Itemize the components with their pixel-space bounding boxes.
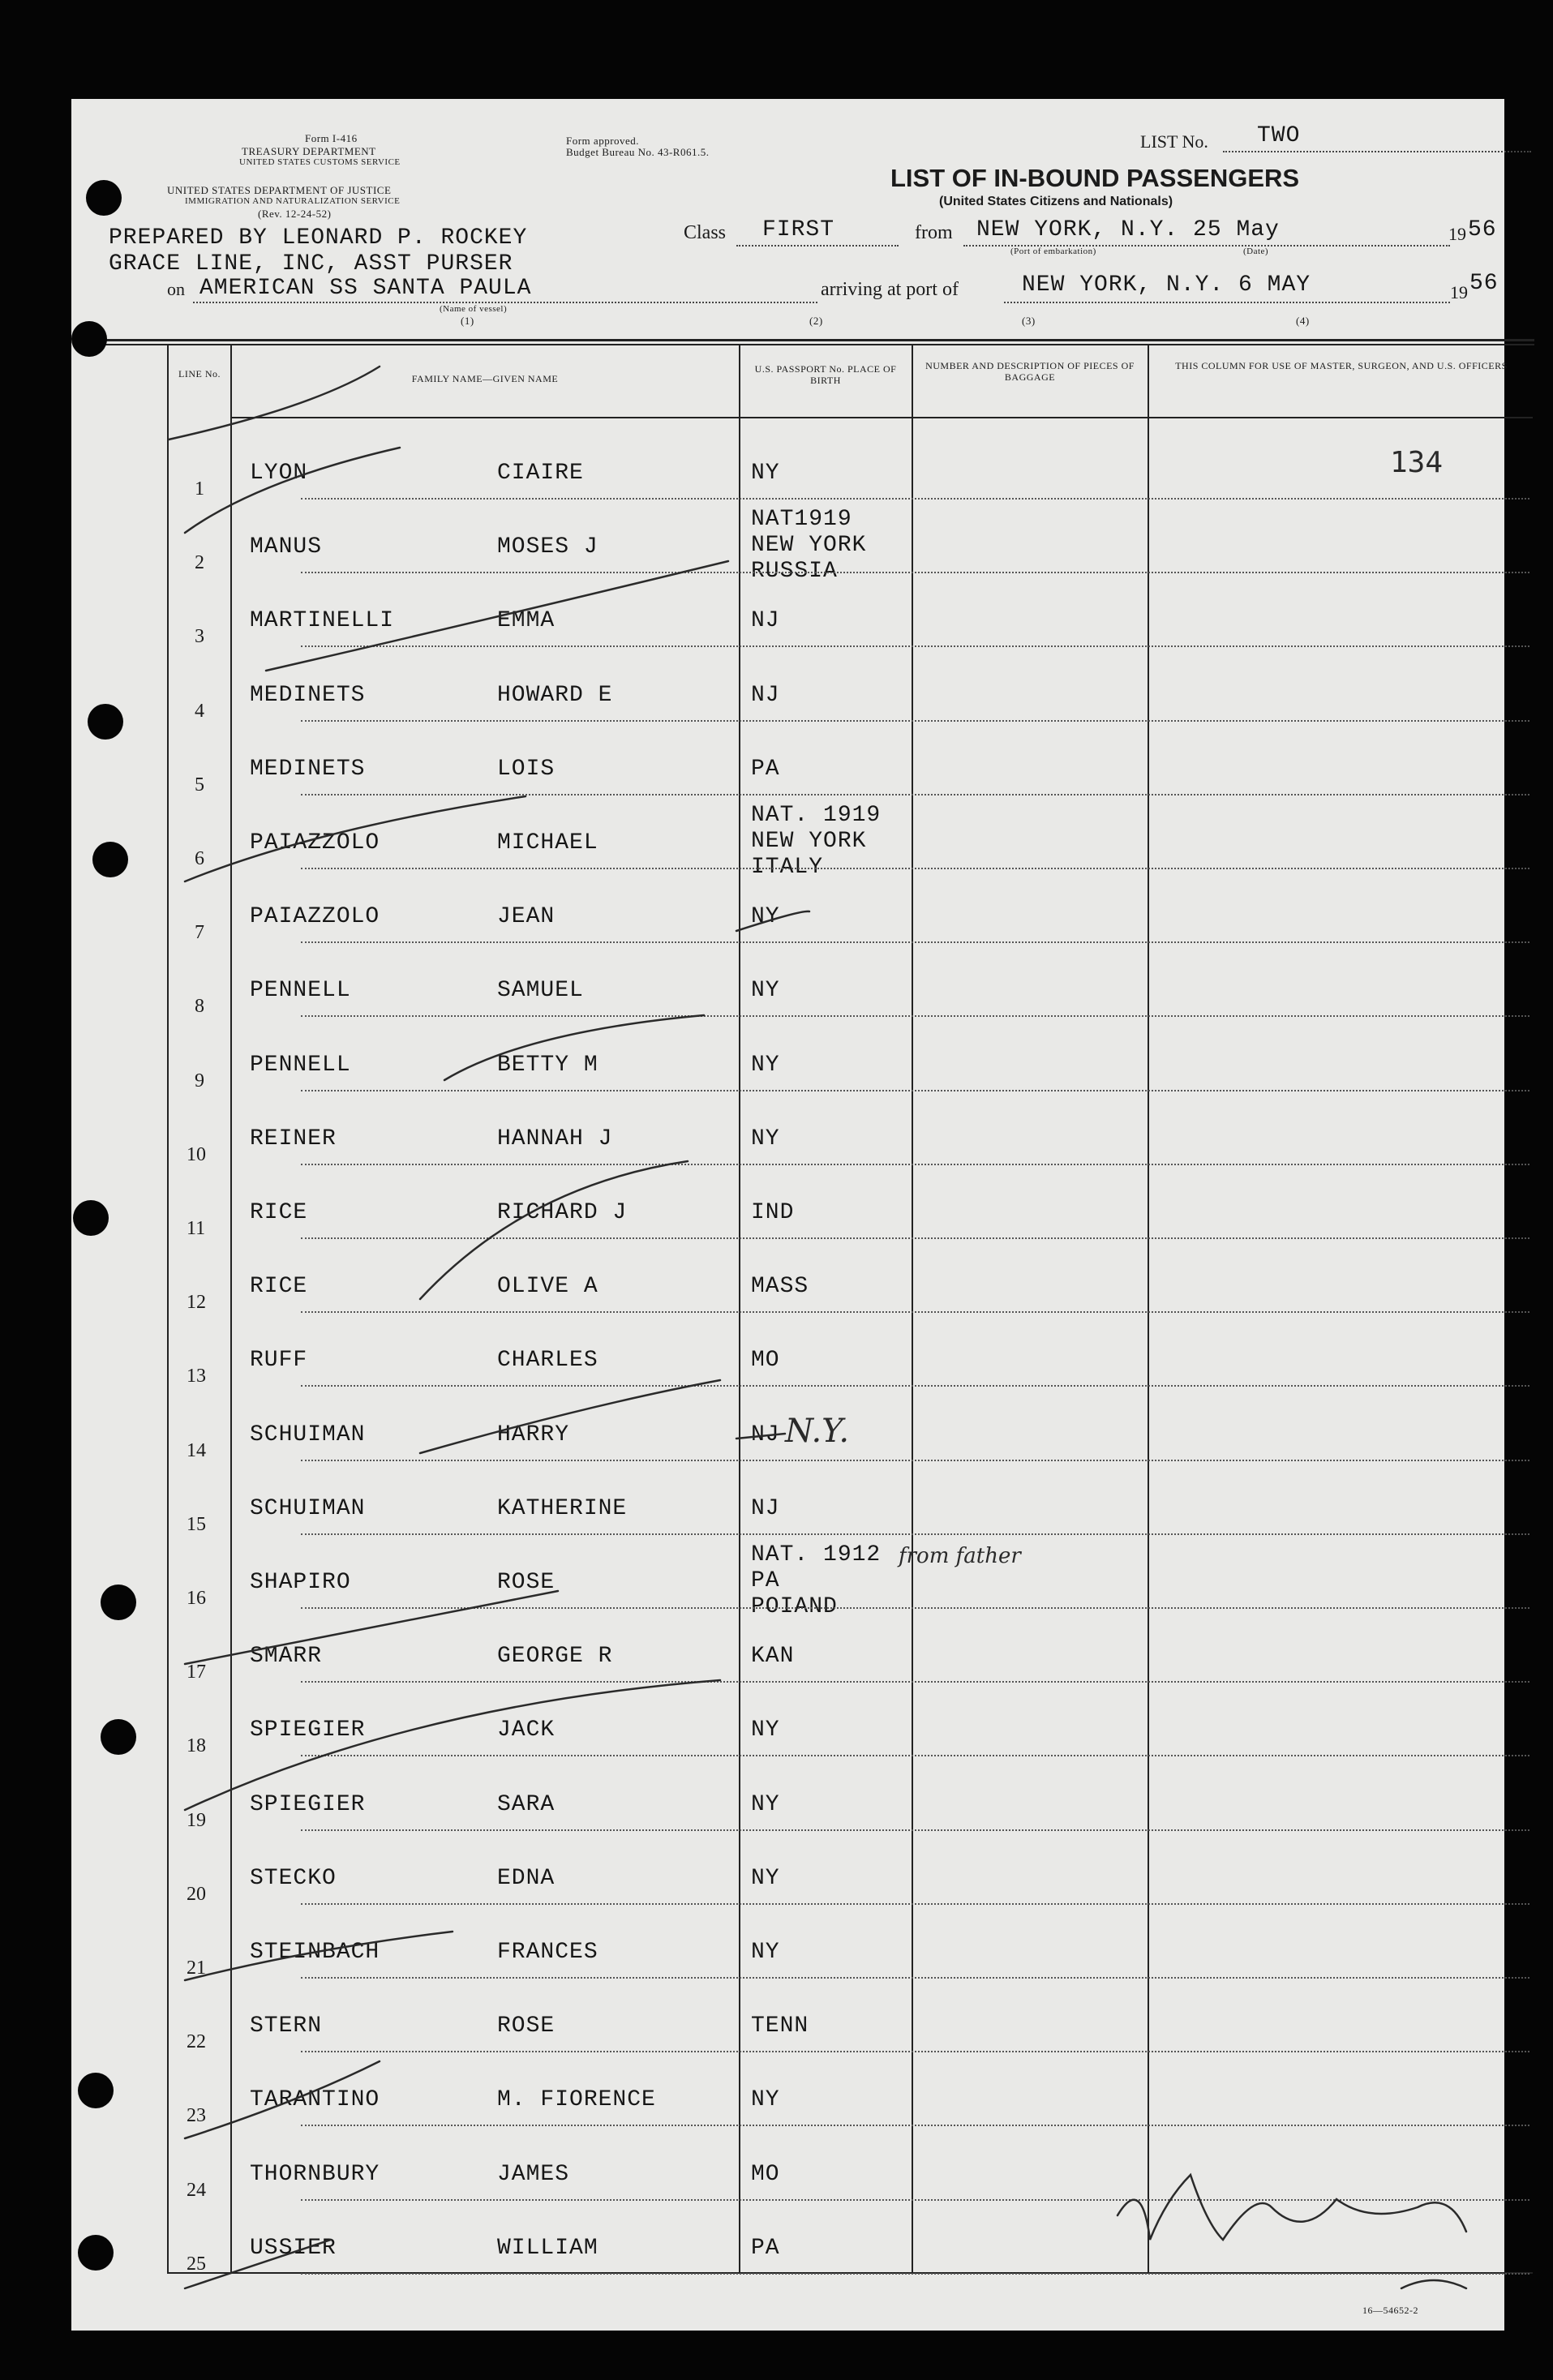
given-name: JEAN xyxy=(497,904,556,930)
footer-code: 16—54652-2 xyxy=(1362,2305,1418,2316)
place-of-birth: MO xyxy=(751,1348,780,1374)
place-of-birth: PA xyxy=(751,756,780,782)
vessel-caption: (Name of vessel) xyxy=(440,304,508,314)
punch-hole xyxy=(88,704,123,740)
line-number: 4 xyxy=(195,700,204,722)
given-name: SARA xyxy=(497,1791,556,1817)
place-of-birth: TENN xyxy=(751,2013,809,2039)
line-number: 18 xyxy=(187,1735,206,1757)
place-of-birth: KAN xyxy=(751,1644,795,1670)
family-name: STEINBACH xyxy=(250,1940,380,1965)
arr-year: 56 xyxy=(1469,271,1499,296)
given-name: HOWARD E xyxy=(497,682,613,708)
place-of-birth: ITALY xyxy=(751,855,824,880)
place-of-birth: NAT. 1912 xyxy=(751,1542,882,1567)
given-name: OLIVE A xyxy=(497,1274,598,1300)
line-number: 19 xyxy=(187,1809,206,1831)
given-name: EMMA xyxy=(497,608,556,634)
place-of-birth: NAT1919 xyxy=(751,507,852,533)
signature-initials xyxy=(1401,2280,1466,2288)
col-passport: U.S. PASSPORT No. PLACE OF BIRTH xyxy=(754,363,897,386)
place-of-birth: NY xyxy=(751,2087,780,2113)
place-of-birth: NAT. 1919 xyxy=(751,803,882,828)
line-number: 14 xyxy=(187,1439,206,1461)
given-name: CIAIRE xyxy=(497,461,584,486)
place-of-birth: PA xyxy=(751,2235,780,2261)
family-name: SHAPIRO xyxy=(250,1570,351,1595)
line-number: 1 xyxy=(195,478,204,500)
place-of-birth: NY xyxy=(751,978,780,1004)
given-name: SAMUEL xyxy=(497,978,584,1004)
punch-hole xyxy=(86,180,122,216)
family-name: THORNBURY xyxy=(250,2161,380,2187)
check-mark xyxy=(185,2061,380,2138)
check-mark xyxy=(266,561,728,671)
family-name: MEDINETS xyxy=(250,682,366,708)
given-name: JAMES xyxy=(497,2161,570,2187)
col-baggage: NUMBER AND DESCRIPTION OF PIECES OF BAGGAGE xyxy=(925,360,1135,383)
family-name: MANUS xyxy=(250,534,323,560)
col-name: FAMILY NAME—GIVEN NAME xyxy=(411,373,559,384)
line-number: 16 xyxy=(187,1588,206,1609)
officer-signature xyxy=(1118,2175,1466,2240)
line-number: 13 xyxy=(187,1366,206,1387)
punch-hole xyxy=(73,1200,109,1236)
col-num-3: (3) xyxy=(1022,315,1036,327)
line-number: 20 xyxy=(187,1883,206,1905)
family-name: SMARR xyxy=(250,1644,323,1670)
form-approved: Form approved. xyxy=(566,135,640,147)
family-name: SPIEGIER xyxy=(250,1791,366,1817)
grace-line: GRACE LINE, INC, ASST PURSER xyxy=(109,251,513,277)
place-of-birth: RUSSIA xyxy=(751,559,838,585)
arriving-value: NEW YORK, N.Y. 6 MAY xyxy=(1022,272,1311,298)
treasury-dept: TREASURY DEPARTMENT xyxy=(242,145,376,157)
line-number: 5 xyxy=(195,774,204,795)
punch-hole xyxy=(78,2073,114,2108)
check-mark xyxy=(420,1380,720,1453)
strike-mark xyxy=(736,911,809,931)
family-name: TARANTINO xyxy=(250,2087,380,2113)
class-label: Class xyxy=(684,222,727,243)
place-of-birth: NJ xyxy=(751,608,780,634)
given-name: JACK xyxy=(497,1717,556,1743)
place-of-birth: NY xyxy=(751,461,780,486)
customs-service: UNITED STATES CUSTOMS SERVICE xyxy=(239,157,401,167)
punch-hole xyxy=(101,1585,136,1620)
given-name: CHARLES xyxy=(497,1348,598,1374)
line-number: 24 xyxy=(187,2179,206,2201)
place-of-birth: NY xyxy=(751,1791,780,1817)
given-name: KATHERINE xyxy=(497,1495,628,1521)
given-name: EDNA xyxy=(497,1865,556,1891)
check-mark xyxy=(185,1680,720,1810)
check-mark xyxy=(185,1591,558,1664)
given-name: MOSES J xyxy=(497,534,598,560)
place-of-birth: NJ xyxy=(751,682,780,708)
family-name: USSIER xyxy=(250,2235,337,2261)
place-of-birth: NJ xyxy=(751,1495,780,1521)
line-number: 10 xyxy=(187,1143,206,1165)
from-year: 56 xyxy=(1468,217,1497,242)
strike-mark xyxy=(736,1434,785,1439)
col-officers: THIS COLUMN FOR USE OF MASTER, SURGEON, AND U.S. OFFICERS xyxy=(1175,360,1508,371)
family-name: PENNELL xyxy=(250,978,351,1004)
line-number: 11 xyxy=(187,1218,206,1239)
line-number: 15 xyxy=(187,1513,206,1535)
col-num-2: (2) xyxy=(809,315,823,327)
on-label: on xyxy=(167,279,185,299)
document-page xyxy=(71,99,1508,2331)
family-name: SCHUIMAN xyxy=(250,1495,366,1521)
place-of-birth: NEW YORK xyxy=(751,533,867,559)
form-title: LIST OF IN-BOUND PASSENGERS xyxy=(890,164,1300,192)
family-name: LYON xyxy=(250,461,308,486)
date-caption: (Date) xyxy=(1243,247,1269,256)
given-name: MICHAEL xyxy=(497,830,598,856)
place-of-birth: MO xyxy=(751,2161,780,2187)
line-number: 8 xyxy=(195,996,204,1018)
check-mark xyxy=(185,1932,453,1980)
line-number: 21 xyxy=(187,1958,206,1979)
family-name: MEDINETS xyxy=(250,756,366,782)
punch-hole xyxy=(71,321,107,357)
prepared-by: PREPARED BY LEONARD P. ROCKEY xyxy=(109,225,528,251)
line-number: 17 xyxy=(187,1662,206,1683)
form-subtitle: (United States Citizens and Nationals) xyxy=(939,195,1173,208)
justice-dept: UNITED STATES DEPARTMENT OF JUSTICE xyxy=(167,184,392,196)
line-number: 23 xyxy=(187,2105,206,2127)
family-name: SPIEGIER xyxy=(250,1717,366,1743)
place-of-birth: NY xyxy=(751,1865,780,1891)
shapiro-note: from father xyxy=(899,1544,1021,1568)
given-name: BETTY M xyxy=(497,1052,598,1078)
family-name: RUFF xyxy=(250,1348,308,1374)
family-name: PENNELL xyxy=(250,1052,351,1078)
harry-birth-correction: N.Y. xyxy=(785,1413,850,1450)
line-number: 2 xyxy=(195,552,204,574)
family-name: MARTINELLI xyxy=(250,608,395,634)
place-of-birth: NEW YORK xyxy=(751,829,867,854)
pen-marks xyxy=(71,99,1504,2331)
place-of-birth: NY xyxy=(751,1717,780,1743)
given-name: GEORGE R xyxy=(497,1644,613,1670)
given-name: HANNAH J xyxy=(497,1126,613,1151)
place-of-birth: PA xyxy=(751,1568,780,1593)
from-value: NEW YORK, N.Y. 25 May xyxy=(976,217,1280,242)
line-number: 12 xyxy=(187,1292,206,1314)
arr-year-prefix: 19 xyxy=(1450,282,1468,302)
place-of-birth: MASS xyxy=(751,1274,809,1300)
col-num-4: (4) xyxy=(1296,315,1310,327)
port-caption: (Port of embarkation) xyxy=(1010,247,1096,256)
family-name: STERN xyxy=(250,2013,323,2039)
form-number: Form I-416 xyxy=(305,132,358,144)
check-mark xyxy=(444,1015,704,1080)
revision: (Rev. 12-24-52) xyxy=(258,208,332,220)
budget-bureau: Budget Bureau No. 43-R061.5. xyxy=(566,146,710,158)
given-name: ROSE xyxy=(497,1570,556,1595)
place-of-birth: NY xyxy=(751,1052,780,1078)
given-name: LOIS xyxy=(497,756,556,782)
place-of-birth: IND xyxy=(751,1200,795,1225)
place-of-birth: NJ xyxy=(751,1422,780,1447)
place-of-birth: NY xyxy=(751,1940,780,1965)
punch-hole xyxy=(101,1719,136,1755)
family-name: STECKO xyxy=(250,1865,337,1891)
vessel-name: AMERICAN SS SANTA PAULA xyxy=(199,276,532,301)
family-name: RICE xyxy=(250,1200,308,1225)
check-mark xyxy=(169,367,380,440)
family-name: SCHUIMAN xyxy=(250,1422,366,1447)
check-mark xyxy=(420,1161,688,1299)
check-mark xyxy=(185,2240,331,2288)
family-name: RICE xyxy=(250,1274,308,1300)
ins-service: IMMIGRATION AND NATURALIZATION SERVICE xyxy=(185,196,401,206)
given-name: M. FIORENCE xyxy=(497,2087,656,2113)
arriving-label: arriving at port of xyxy=(821,279,959,300)
line-number: 9 xyxy=(195,1070,204,1091)
given-name: HARRY xyxy=(497,1422,570,1447)
punch-hole xyxy=(92,842,128,877)
family-name: PAIAZZOLO xyxy=(250,830,380,856)
given-name: ROSE xyxy=(497,2013,556,2039)
given-name: WILLIAM xyxy=(497,2235,598,2261)
from-year-prefix: 19 xyxy=(1448,224,1466,244)
col-line-no: LINE No. xyxy=(178,368,221,380)
check-mark xyxy=(185,448,400,533)
list-no-label: LIST No. xyxy=(1140,131,1208,152)
list-no-value: TWO xyxy=(1257,123,1301,148)
punch-hole xyxy=(78,2235,114,2271)
check-mark xyxy=(185,796,526,881)
line-number: 7 xyxy=(195,922,204,944)
place-of-birth: NY xyxy=(751,904,780,930)
line-number: 25 xyxy=(187,2253,206,2275)
passenger-count: 134 xyxy=(1390,446,1444,479)
class-value: FIRST xyxy=(762,217,835,242)
family-name: REINER xyxy=(250,1126,337,1151)
given-name: FRANCES xyxy=(497,1940,598,1965)
line-number: 6 xyxy=(195,848,204,869)
given-name: RICHARD J xyxy=(497,1200,628,1225)
family-name: PAIAZZOLO xyxy=(250,904,380,930)
from-label: from xyxy=(915,222,953,243)
place-of-birth: NY xyxy=(751,1126,780,1151)
col-num-1: (1) xyxy=(461,315,474,327)
line-number: 3 xyxy=(195,626,204,648)
place-of-birth: POIAND xyxy=(751,1594,838,1619)
line-number: 22 xyxy=(187,2031,206,2053)
